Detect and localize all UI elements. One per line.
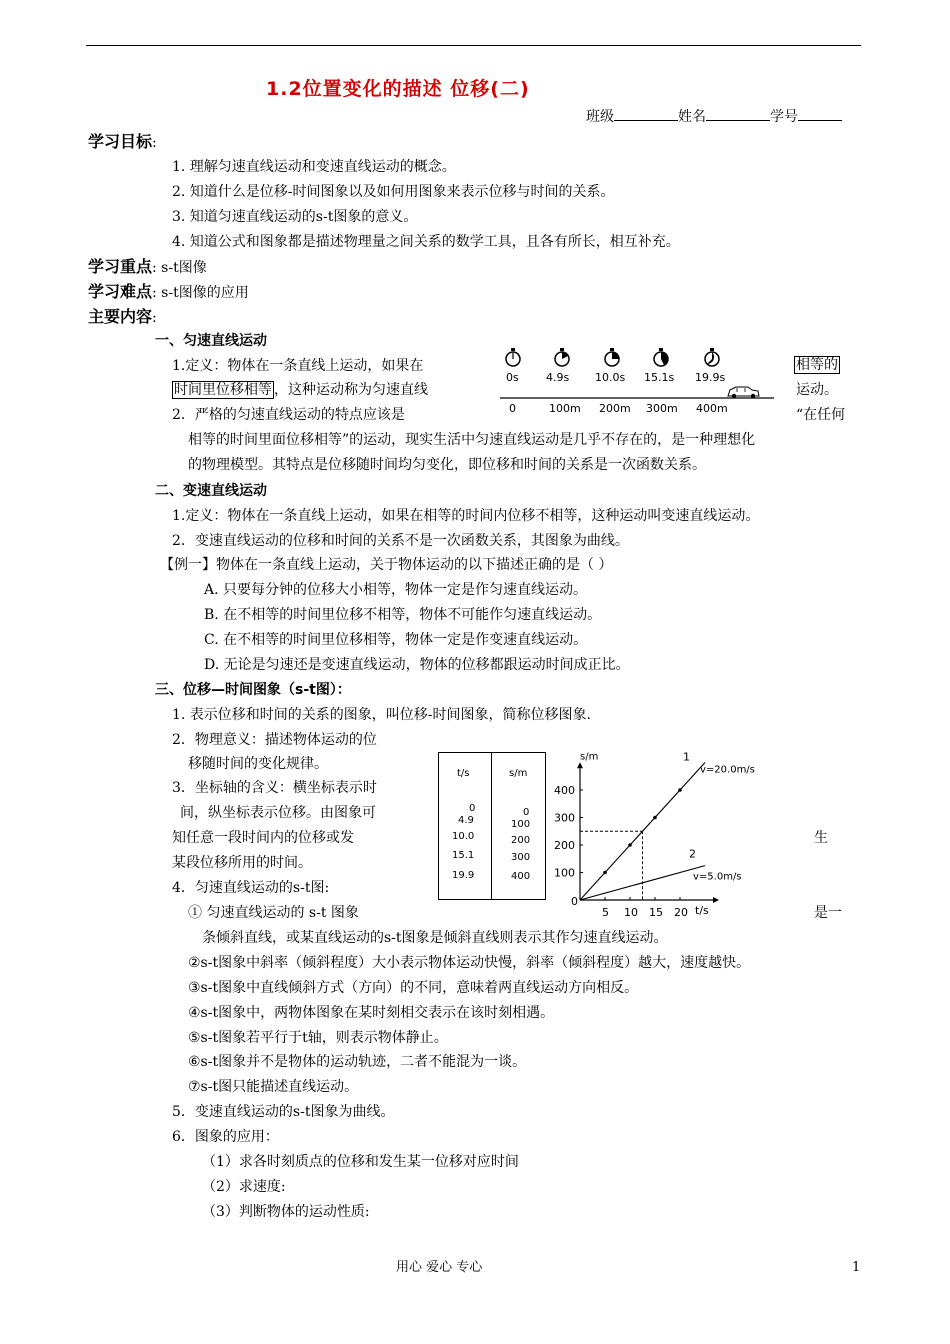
series-2-line bbox=[580, 866, 705, 900]
stopwatch-icon bbox=[654, 348, 668, 366]
table-divider bbox=[491, 753, 492, 899]
example-option[interactable]: C. 在不相等的时间里位移相等，物体一定是作变速直线运动。 bbox=[204, 632, 588, 648]
class-blank[interactable] bbox=[614, 106, 678, 121]
example-option[interactable]: A. 只要每分钟的位移大小相等，物体一定是作匀速直线运动。 bbox=[204, 582, 588, 598]
table-cell: 19.9 bbox=[452, 870, 475, 881]
table-header: s/m bbox=[509, 768, 528, 779]
y-axis-label: s/m bbox=[580, 751, 599, 763]
series-1-point bbox=[628, 843, 632, 847]
header-rule bbox=[86, 45, 861, 46]
x-tick-label: 15 bbox=[649, 906, 663, 919]
y-axis-arrow bbox=[577, 762, 583, 768]
section3-p3-tail: 生 bbox=[814, 830, 828, 846]
x-tick-label: 5 bbox=[602, 906, 609, 919]
x-tick-label: 20 bbox=[674, 906, 688, 919]
id-blank[interactable] bbox=[798, 106, 842, 121]
section3-p6: 6．图象的应用： bbox=[172, 1129, 279, 1145]
series-1-point bbox=[603, 871, 607, 875]
objectives-heading: 学习目标: bbox=[88, 132, 157, 151]
time-label: 10.0s bbox=[595, 371, 626, 384]
st-property: ⑤s-t图象若平行于t轴，则表示物体静止。 bbox=[188, 1030, 448, 1046]
table-cell: 0 bbox=[469, 803, 476, 814]
series-1-point bbox=[678, 788, 682, 792]
series-1-name: 1 bbox=[683, 750, 690, 764]
section2-p1: 1.定义：物体在一条直线上运动，如果在相等的时间内位移不相等，这种运动叫变速直线运动。 bbox=[172, 508, 760, 524]
section3-p4-1a: ① 匀速直线运动的 s-t 图象 bbox=[188, 905, 359, 921]
origin-label: 0 bbox=[571, 895, 578, 908]
table-cell: 4.9 bbox=[458, 815, 474, 826]
st-property: ③s-t图象中直线倾斜方式（方向）的不同，意味着两直线运动方向相反。 bbox=[188, 980, 639, 996]
stopwatch-icon bbox=[705, 348, 719, 366]
section2-heading: 二、变速直线运动 bbox=[155, 483, 267, 499]
y-tick-label: 300 bbox=[554, 811, 575, 825]
distance-label: 300m bbox=[646, 402, 678, 415]
difficulty-point: 学习难点: s-t图像的应用 bbox=[88, 282, 249, 301]
application-item: （2）求速度: bbox=[202, 1179, 286, 1195]
y-tick-label: 100 bbox=[554, 866, 575, 880]
objective-item: 3. 知道匀速直线运动的s-t图象的意义。 bbox=[172, 209, 418, 225]
stopwatch-icon bbox=[555, 348, 569, 366]
section3-p3d: 某段位移所用的时间。 bbox=[172, 855, 312, 871]
section3-p2a: 2．物理意义：描述物体运动的位 bbox=[172, 732, 377, 748]
uniform-motion-figure bbox=[496, 346, 786, 420]
section3-p3b: 间，纵坐标表示位移。由图象可 bbox=[180, 805, 376, 821]
objective-item: 2. 知道什么是位移-时间图象以及如何用图象来表示位移与时间的关系。 bbox=[172, 184, 615, 200]
application-item: （3）判断物体的运动性质: bbox=[202, 1204, 370, 1220]
student-info-fields bbox=[586, 106, 842, 128]
key-point: 学习重点: s-t图像 bbox=[88, 257, 207, 276]
table-cell: 0 bbox=[523, 807, 530, 818]
section1-def-b-line: 时间里位移相等 ，这种运动称为匀速直线 bbox=[174, 382, 428, 398]
name-blank[interactable] bbox=[706, 106, 770, 121]
section1-boxed-right: 相等的 bbox=[796, 357, 838, 373]
id-label: 学号 bbox=[770, 109, 798, 125]
table-cell: 400 bbox=[511, 871, 531, 882]
series-2-label: v=5.0m/s bbox=[693, 871, 742, 883]
x-axis-arrow bbox=[713, 897, 719, 903]
page-number: 1 bbox=[852, 1260, 861, 1275]
objective-item: 1. 理解匀速直线运动和变速直线运动的概念。 bbox=[172, 159, 456, 175]
y-tick-label: 200 bbox=[554, 839, 575, 852]
example-option[interactable]: D. 无论是匀速还是变速直线运动，物体的位移都跟运动时间成正比。 bbox=[204, 657, 630, 673]
section3-p4-1b: 条倾斜直线，或某直线运动的s-t图象是倾斜直线则表示其作匀速直线运动。 bbox=[202, 930, 668, 946]
st-property: ④s-t图象中，两物体图象在某时刻相交表示在该时刻相遇。 bbox=[188, 1005, 555, 1021]
y-tick-label: 400 bbox=[554, 784, 575, 797]
st-property: ⑦s-t图只能描述直线运动。 bbox=[188, 1079, 359, 1095]
example-question: 【例一】物体在一条直线上运动，关于物体运动的以下描述正确的是（ ） bbox=[160, 557, 613, 573]
section1-p2-d: 的物理模型。其特点是位移随时间均匀变化，即位移和时间的关系是一次函数关系。 bbox=[188, 457, 706, 473]
class-label: 班级 bbox=[586, 109, 614, 125]
footer-motto: 用心 爱心 专心 bbox=[396, 1260, 483, 1275]
table-cell: 100 bbox=[511, 819, 531, 830]
section3-p3a: 3．坐标轴的含义：横坐标表示时 bbox=[172, 780, 377, 796]
section3-p3c: 知任意一段时间内的位移或发 bbox=[172, 830, 354, 846]
st-graph bbox=[548, 738, 810, 920]
section1-heading: 一、匀速直线运动 bbox=[155, 333, 267, 349]
stopwatch-icon bbox=[506, 348, 520, 366]
section3-p4: 4．匀速直线运动的s-t图: bbox=[172, 880, 330, 896]
section3-heading: 三、位移—时间图象（s-t图）： bbox=[155, 682, 351, 698]
section1-def-a: 1.定义：物体在一条直线上运动，如果在 bbox=[172, 358, 424, 374]
section1-p2-b: “在任何 bbox=[796, 407, 846, 423]
stopwatch-icon bbox=[605, 348, 619, 366]
section3-p4-1-tail: 是一 bbox=[814, 905, 842, 921]
example-option[interactable]: B. 在不相等的时间里位移不相等，物体不可能作匀速直线运动。 bbox=[204, 607, 602, 623]
distance-label: 0 bbox=[509, 402, 516, 415]
table-cell: 200 bbox=[511, 835, 531, 846]
table-cell: 300 bbox=[511, 852, 531, 863]
section3-p1: 1. 表示位移和时间的关系的图象，叫位移-时间图象，简称位移图象. bbox=[172, 707, 591, 723]
x-tick-label: 10 bbox=[624, 906, 638, 919]
distance-label: 400m bbox=[696, 402, 728, 415]
table-header: t/s bbox=[457, 768, 470, 779]
main-content-heading: 主要内容: bbox=[88, 307, 157, 326]
time-label: 0s bbox=[506, 371, 519, 384]
data-table bbox=[438, 752, 546, 900]
distance-label: 200m bbox=[599, 402, 631, 415]
section3-p2b: 移随时间的变化规律。 bbox=[188, 756, 328, 772]
distance-label: 100m bbox=[549, 402, 581, 415]
car-icon bbox=[728, 387, 759, 398]
application-item: （1）求各时刻质点的位移和发生某一位移对应时间 bbox=[202, 1154, 519, 1170]
time-label: 4.9s bbox=[546, 371, 570, 384]
st-property: ⑥s-t图象并不是物体的运动轨迹，二者不能混为一谈。 bbox=[188, 1054, 527, 1070]
objective-item: 4. 知道公式和图象都是描述物理量之间关系的数学工具，且各有所长，相互补充。 bbox=[172, 234, 680, 250]
name-label: 姓名 bbox=[678, 109, 706, 125]
table-cell: 10.0 bbox=[452, 831, 475, 842]
section1-def-c: 运动。 bbox=[796, 382, 838, 398]
section3-p5: 5．变速直线运动的s-t图象为曲线。 bbox=[172, 1104, 395, 1120]
time-label: 19.9s bbox=[695, 371, 726, 384]
section1-p2-a: 2．严格的匀速直线运动的特点应该是 bbox=[172, 407, 405, 423]
series-2-name: 2 bbox=[689, 847, 696, 861]
time-label: 15.1s bbox=[644, 371, 675, 384]
st-property: ②s-t图象中斜率（倾斜程度）大小表示物体运动快慢，斜率（倾斜程度）越大，速度越快。 bbox=[188, 955, 751, 971]
section2-p2: 2．变速直线运动的位移和时间的关系不是一次函数关系，其图象为曲线。 bbox=[172, 533, 629, 549]
series-1-point bbox=[653, 816, 657, 820]
series-1-label: v=20.0m/s bbox=[700, 764, 755, 776]
series-1-line bbox=[580, 763, 705, 901]
section1-p2-c: 相等的时间里面位移相等”的运动，现实生活中匀速直线运动是几乎不存在的，是一种理想化 bbox=[188, 432, 756, 448]
page-title: 1.2位置变化的描述 位移(二) bbox=[266, 78, 530, 100]
table-cell: 15.1 bbox=[452, 850, 475, 861]
x-axis-label: t/s bbox=[695, 904, 709, 917]
